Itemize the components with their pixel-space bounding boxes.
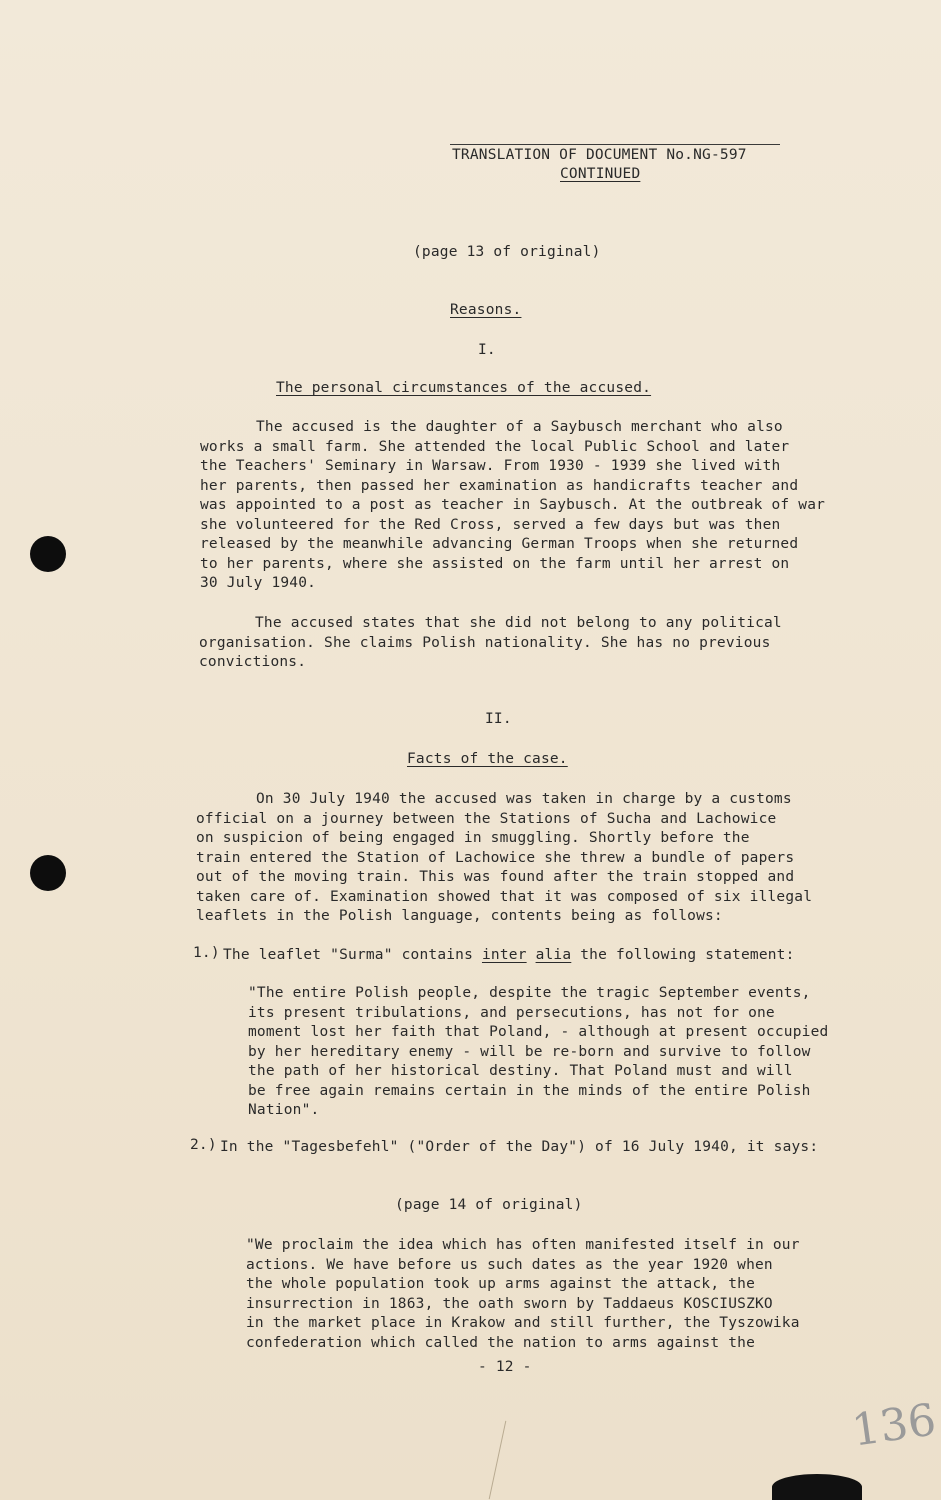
item-1-number: 1.) [193,945,220,961]
paper-crease [489,1421,507,1499]
page-reference-14: (page 14 of original) [395,1197,583,1213]
section-1-paragraph-1: The accused is the daughter of a Saybusch merchant who also works a small farm. She attended the local Public School and later the Teachers' Seminary in Warsaw. From 1930 - 1939 she lived with her parents, then passed her examination as handicrafts teacher and was appointed to a post as teacher in Saybusch. At the outbreak of war she volunteered for the Red Cross, served a few days but was then released by the meanwhile advancing German Troops when she returned to her parents, where she assisted on the farm until her arrest on 30 July 1940. [200,419,826,591]
handwritten-folio-number: 136 [848,1394,940,1457]
item-1-latin-word-1: inter [481,947,527,963]
punch-hole-lower [30,855,66,891]
section-1-paragraph-2: The accused states that she did not belong to any political organisation. She claims Polish nationality. She has no previous convictions. [199,615,782,670]
page-number: - 12 - [478,1359,532,1375]
item-1-text-end: the following statement: [571,947,795,963]
item-1-text-start: The leaflet "Surma" contains [223,947,482,963]
item-1-latin-word-2: alia [535,947,572,963]
bottom-edge-mark [772,1474,862,1500]
header-top-rule [450,144,780,145]
section-2-heading: Facts of the case. [407,751,568,767]
section-2-numeral: II. [485,711,512,727]
punch-hole-upper [30,536,66,572]
reasons-heading: Reasons. [450,302,522,318]
item-1-quote: "The entire Polish people, despite the tragic September events, its present tribulations, and persecutions, has not for one moment lost her faith that Poland, - although at present occupied by her hereditary enemy - will be re-born and survive to follow the path of her historical destiny. That Poland must and will be free again remains certain in the minds of the entire Polish Nation". [248,985,829,1118]
document-title: TRANSLATION OF DOCUMENT No.NG-597 [452,147,747,163]
item-2-text: In the "Tagesbefehl" ("Order of the Day") of 16 July 1940, it says: [220,1139,819,1155]
document-subtitle: CONTINUED [560,166,641,182]
item-2-number: 2.) [190,1137,217,1153]
item-1-line [223,946,795,966]
quote-2: "We proclaim the idea which has often manifested itself in our actions. We have before us such dates as the year 1920 when the whole population took up arms against the attack, the insurrection in 1863, the oath sworn by Taddaeus KOSCIUSZKO in the market place in Krakow and still further, the Tyszowika confederation which called the nation to arms against the [246,1237,800,1351]
section-1-heading: The personal circumstances of the accused. [276,380,652,396]
page-reference-13: (page 13 of original) [413,244,601,260]
section-2-paragraph-1: On 30 July 1940 the accused was taken in charge by a customs official on a journey between the Stations of Sucha and Lachowice on suspicion of being engaged in smuggling. Shortly before the train entered the Station of Lachowice she threw a bundle of papers out of the moving train. This was found after the train stopped and taken care of. Examination showed that it was composed of six illegal leaflets in the Polish language, contents being as follows: [196,791,813,924]
section-1-numeral: I. [478,342,496,358]
